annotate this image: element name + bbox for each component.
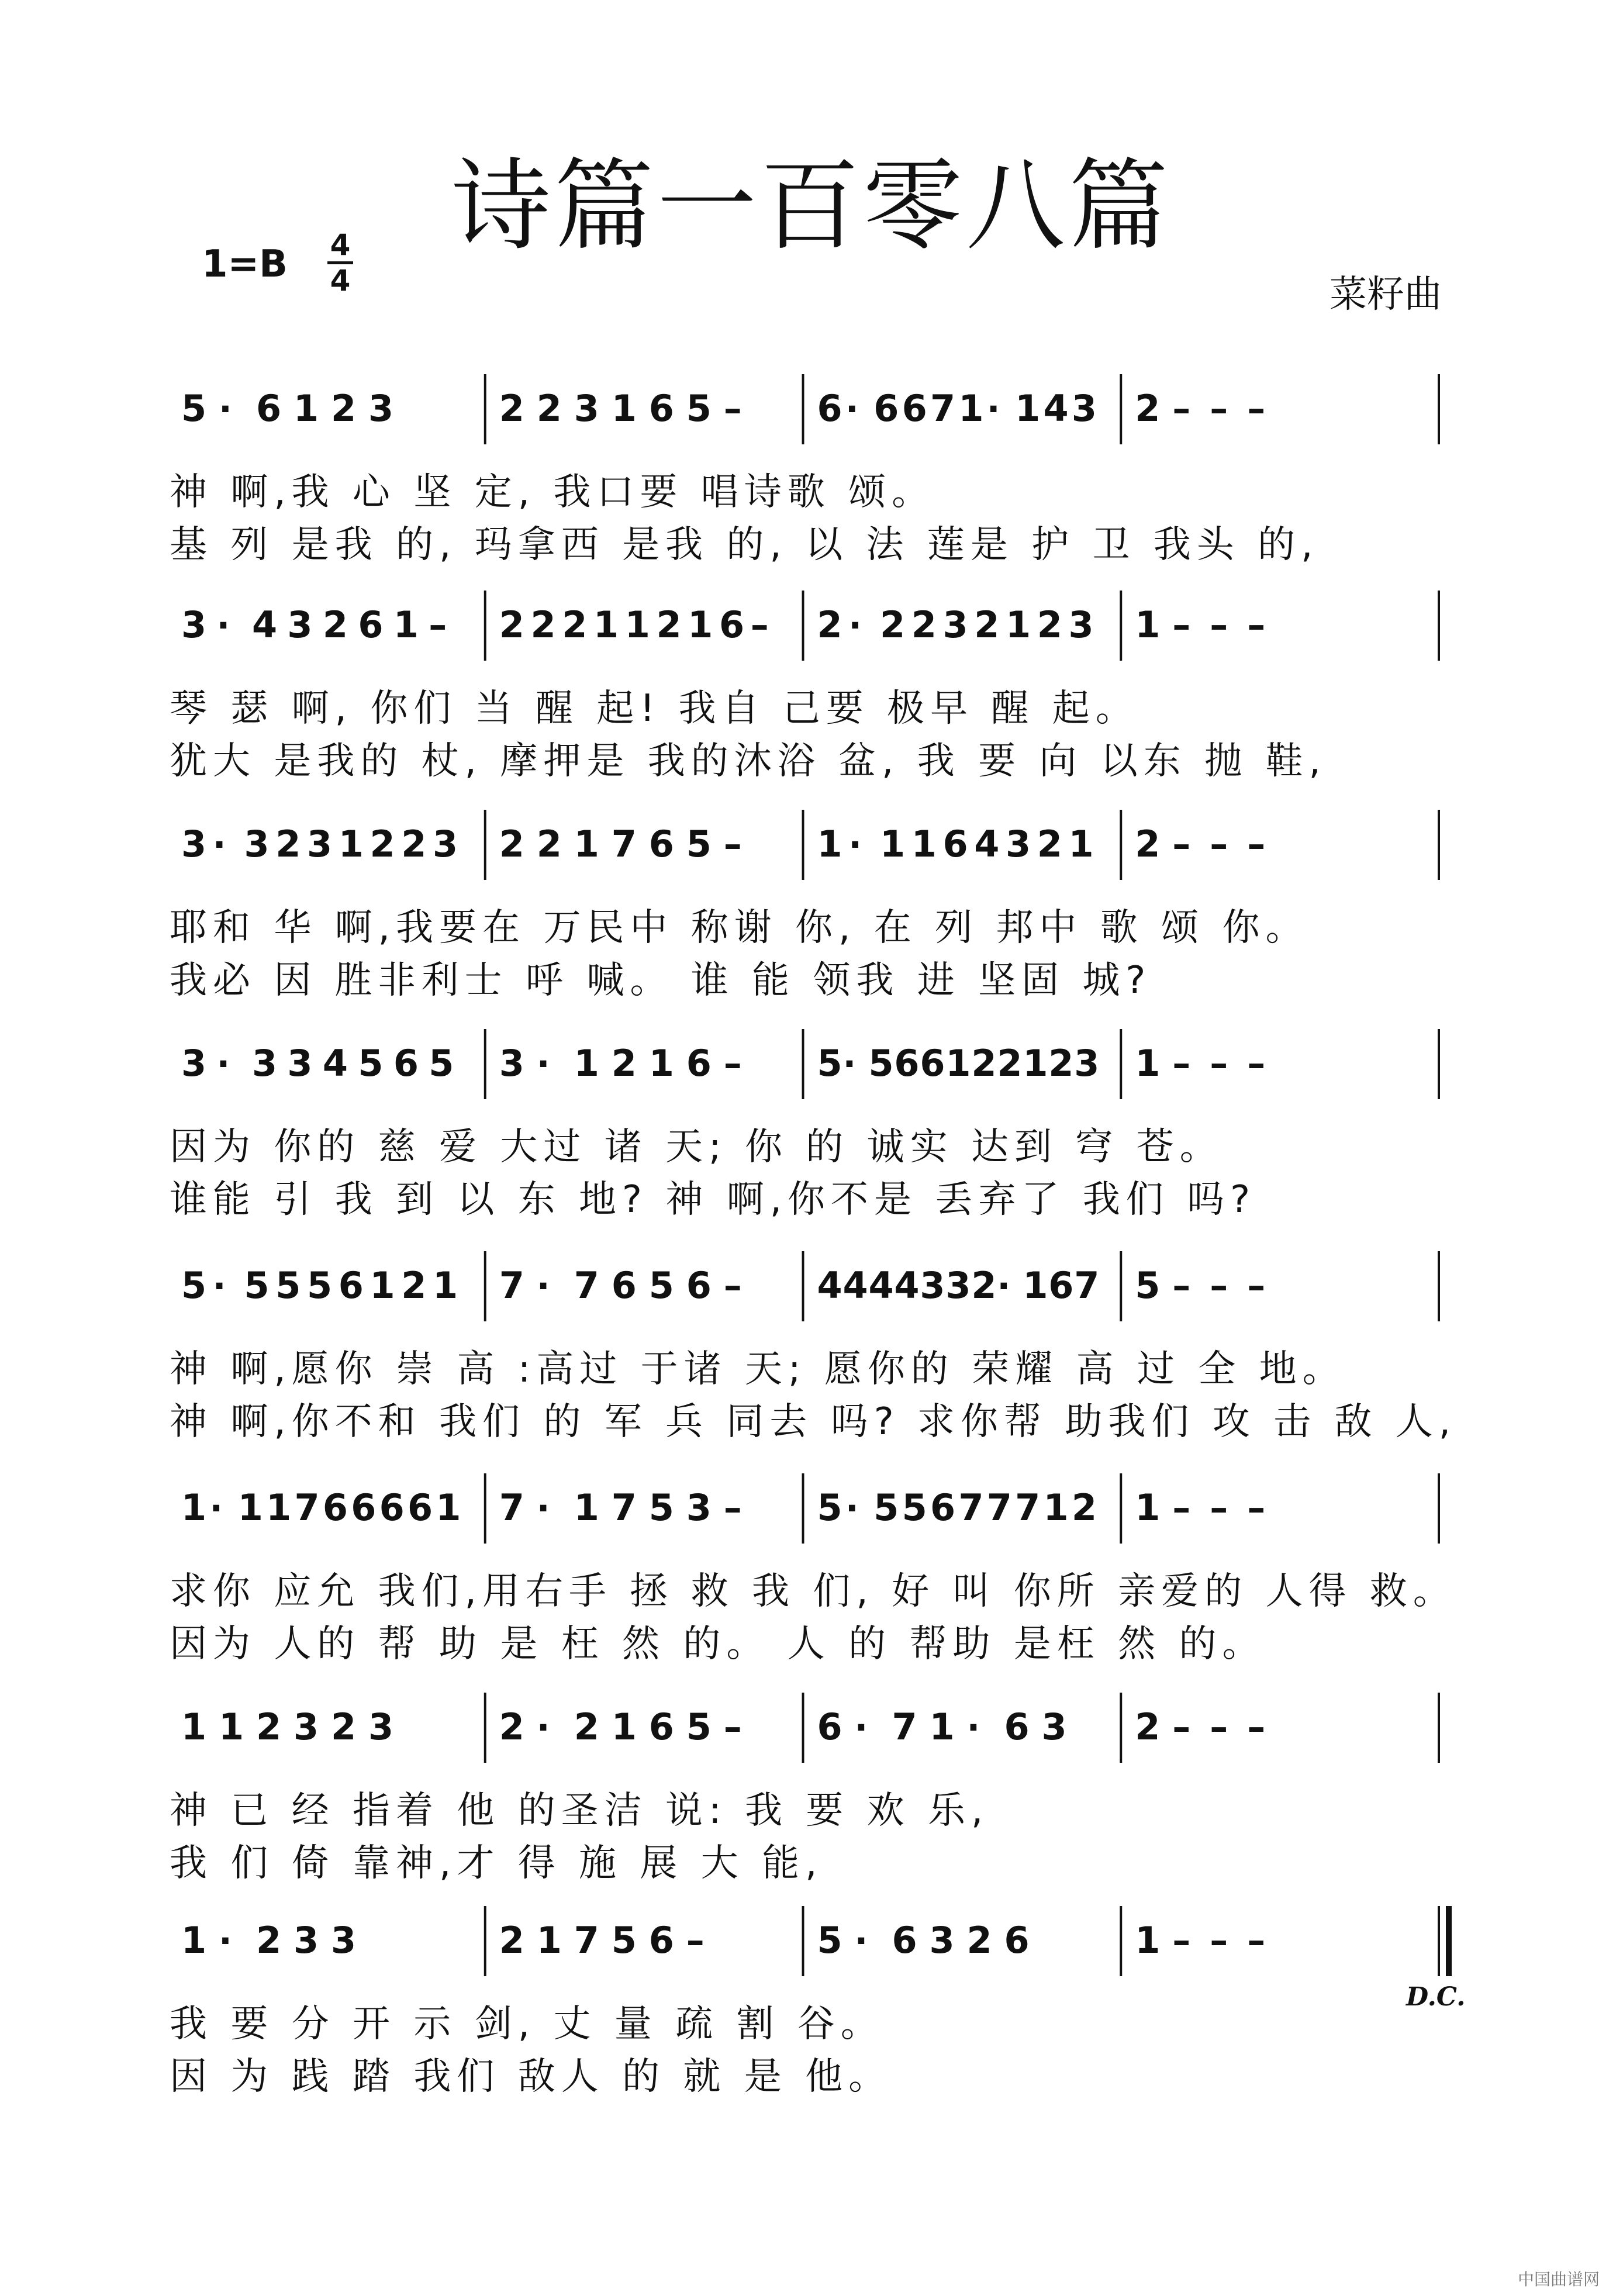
dash-mark: – — [1210, 1042, 1228, 1085]
note: 3 — [251, 1042, 278, 1085]
note: 3 — [499, 1042, 524, 1085]
note: 1 — [574, 823, 599, 865]
note: 7 — [574, 1919, 599, 1962]
note: 7 — [574, 1264, 599, 1307]
note: 5 — [181, 1264, 207, 1307]
note: 6 — [817, 1705, 842, 1748]
note: 3 — [929, 1919, 955, 1962]
notation-line — [0, 1006, 1623, 1111]
lyric-verse-1: 神 啊,我 心 坚 定, 我口要 唱诗歌 颂。 — [170, 471, 935, 514]
lyric-verse-1: 求你 应允 我们,用右手 拯 救 我 们, 好 叫 你所 亲爱的 人得 救。 — [170, 1570, 1456, 1613]
note: 2 — [370, 823, 395, 865]
note: 4 — [974, 823, 1000, 865]
note: 2 — [499, 603, 524, 646]
note: 6 — [686, 1042, 712, 1085]
note: 3 — [181, 1042, 207, 1085]
note: 7 — [499, 1264, 524, 1307]
dash-mark: – — [1210, 823, 1228, 865]
note: 1 — [611, 1705, 637, 1748]
dot-mark: · — [216, 605, 230, 646]
note: 1 — [574, 1486, 599, 1529]
note: 1 — [1135, 603, 1161, 646]
note: 6 — [611, 1264, 637, 1307]
dash-mark: – — [723, 1486, 742, 1529]
time-signature-top: 4 — [330, 228, 351, 262]
dash-mark: – — [750, 603, 769, 646]
dash-mark: – — [1172, 1919, 1191, 1962]
note: 5 — [817, 1919, 842, 1962]
dot-mark: · — [848, 824, 862, 865]
note: 2 — [974, 603, 1000, 646]
note: 6 — [942, 823, 968, 865]
dash-mark: – — [429, 603, 447, 646]
dot-mark: · — [997, 1266, 1011, 1307]
note: 2 — [880, 603, 906, 646]
note: 6 — [379, 1486, 405, 1529]
note: 1 — [293, 387, 319, 430]
dot-mark: · — [536, 1044, 550, 1085]
note: 1 — [1068, 823, 1094, 865]
note: 3 — [181, 823, 207, 865]
note: 1 — [945, 1042, 971, 1085]
note: 6 — [351, 1486, 377, 1529]
note: 2 — [971, 1042, 997, 1085]
note: 3 — [181, 603, 207, 646]
note: 5 — [902, 1486, 927, 1529]
dash-mark: – — [1247, 1042, 1266, 1085]
dash-mark: – — [723, 1042, 742, 1085]
note: 5 — [873, 1486, 899, 1529]
lyric-verse-2: 基 列 是我 的, 玛拿西 是我 的, 以 法 莲是 护 卫 我头 的, — [170, 523, 1319, 567]
lyric-verse-2: 因 为 践 踏 我们 敌人 的 就 是 他。 — [170, 2055, 892, 2098]
note: 3 — [368, 1705, 394, 1748]
note: 5 — [686, 1705, 712, 1748]
dash-mark: – — [1210, 603, 1228, 646]
lyric-verse-2: 犹大 是我的 杖, 摩押是 我的沐浴 盆, 我 要 向 以东 抛 鞋, — [170, 740, 1327, 783]
note: 2 — [1037, 603, 1062, 646]
note: 2 — [536, 823, 562, 865]
note: 1 — [911, 823, 937, 865]
note: 2 — [817, 603, 842, 646]
note: 1 — [880, 823, 906, 865]
note: 5 — [648, 1264, 674, 1307]
lyric-verse-1: 琴 瑟 啊, 你们 当 醒 起! 我自 己要 极早 醒 起。 — [170, 687, 1139, 730]
note: 3 — [307, 823, 333, 865]
note: 7 — [611, 1486, 637, 1529]
note: 4 — [842, 1264, 868, 1307]
dot-mark: · — [986, 389, 1000, 430]
note: 2 — [997, 1042, 1023, 1085]
note: 7 — [294, 1486, 320, 1529]
note: 3 — [945, 1264, 971, 1307]
note: 6 — [322, 1486, 348, 1529]
note: 6 — [920, 1042, 945, 1085]
time-signature-bottom: 4 — [330, 264, 351, 298]
note: 2 — [971, 1264, 997, 1307]
dash-mark: – — [1172, 1486, 1191, 1529]
note: 6 — [408, 1486, 433, 1529]
note: 3 — [1006, 823, 1031, 865]
dash-mark: – — [1172, 1264, 1191, 1307]
dot-mark: · — [536, 1266, 550, 1307]
note: 7 — [1015, 1486, 1041, 1529]
note: 4 — [322, 1042, 348, 1085]
dash-mark: – — [1172, 387, 1191, 430]
dot-mark: · — [966, 1707, 980, 1748]
note: 1 — [648, 1042, 674, 1085]
notation-line — [0, 786, 1623, 892]
note: 7 — [499, 1486, 524, 1529]
note: 7 — [986, 1486, 1012, 1529]
dash-mark: – — [1247, 387, 1266, 430]
dash-mark: – — [1172, 1705, 1191, 1748]
note: 3 — [686, 1486, 712, 1529]
dot-mark: · — [219, 389, 232, 430]
note: 2 — [256, 1919, 282, 1962]
note: 5 — [307, 1264, 333, 1307]
dot-mark: · — [216, 1044, 230, 1085]
note: 1 — [393, 603, 419, 646]
note: 5 — [611, 1919, 637, 1962]
dash-mark: – — [1210, 1264, 1228, 1307]
note: 6 — [338, 1264, 364, 1307]
note: 6 — [1004, 1919, 1030, 1962]
dash-mark: – — [723, 1705, 742, 1748]
note: 6 — [648, 1705, 674, 1748]
note: 3 — [1041, 1705, 1067, 1748]
note: 3 — [244, 823, 270, 865]
note: 1 — [433, 1264, 458, 1307]
dash-mark: – — [1210, 387, 1228, 430]
note: 6 — [393, 1042, 419, 1085]
note: 1 — [929, 1705, 955, 1748]
note: 1 — [1023, 1042, 1048, 1085]
note: 5 — [648, 1486, 674, 1529]
note: 1 — [181, 1486, 207, 1529]
note: 2 — [1048, 1042, 1074, 1085]
note: 4 — [868, 1264, 894, 1307]
note: 1 — [338, 823, 364, 865]
note: 3 — [368, 387, 394, 430]
note: 2 — [1037, 823, 1062, 865]
note: 1 — [611, 387, 637, 430]
dot-mark: · — [212, 824, 226, 865]
note: 1 — [624, 603, 650, 646]
note: 5 — [1135, 1264, 1161, 1307]
note: 2 — [499, 1705, 524, 1748]
note: 6 — [256, 387, 282, 430]
note: 5 — [429, 1042, 454, 1085]
note: 1 — [436, 1486, 461, 1529]
note: 3 — [574, 387, 599, 430]
lyric-verse-1: 神 已 经 指着 他 的圣洁 说: 我 要 欢 乐, — [170, 1789, 989, 1832]
note: 3 — [433, 823, 458, 865]
note: 1 — [219, 1705, 244, 1748]
lyric-verse-2: 因为 人的 帮 助 是 枉 然 的。 人 的 帮助 是枉 然 的。 — [170, 1622, 1266, 1666]
dash-mark: – — [1172, 1042, 1191, 1085]
dash-mark: – — [1247, 1705, 1266, 1748]
note: 4 — [1043, 387, 1069, 430]
note: 2 — [499, 387, 524, 430]
dot-mark: · — [842, 1044, 857, 1085]
page-title: 诗篇一百零八篇 — [451, 149, 1172, 264]
note: 2 — [574, 1705, 599, 1748]
dash-mark: – — [1247, 823, 1266, 865]
note: 4 — [894, 1264, 920, 1307]
dash-mark: – — [1247, 1919, 1266, 1962]
dash-mark: – — [1172, 603, 1191, 646]
note: 1 — [1135, 1486, 1161, 1529]
dash-mark: – — [1172, 823, 1191, 865]
note: 1 — [266, 1486, 292, 1529]
note: 6 — [358, 603, 384, 646]
note: 2 — [331, 387, 357, 430]
dot-mark: · — [219, 1921, 232, 1962]
note: 3 — [1068, 603, 1094, 646]
note: 6 — [686, 1264, 712, 1307]
lyric-verse-1: 因为 你的 慈 爱 大过 诸 天; 你 的 诚实 达到 穹 苍。 — [170, 1125, 1223, 1169]
dot-mark: · — [845, 1488, 859, 1529]
note: 6 — [894, 1042, 920, 1085]
note: 6 — [930, 1486, 956, 1529]
note: 1 — [536, 1919, 562, 1962]
notation-svg — [0, 1669, 1623, 1774]
dot-mark: · — [209, 1488, 223, 1529]
note: 2 — [256, 1705, 282, 1748]
note: 5 — [868, 1042, 894, 1085]
note: 5 — [275, 1264, 301, 1307]
note: 6 — [817, 387, 842, 430]
note: 2 — [1135, 823, 1161, 865]
lyric-verse-1: 我 要 分 开 示 剑, 丈 量 疏 割 谷。 — [170, 2002, 884, 2046]
note: 1 — [817, 823, 842, 865]
time-signature — [327, 230, 353, 296]
note: 1 — [593, 603, 619, 646]
note: 6 — [873, 387, 899, 430]
note: 2 — [1135, 1705, 1161, 1748]
notation-svg — [0, 786, 1623, 892]
note: 1 — [181, 1705, 207, 1748]
dash-mark: – — [1210, 1919, 1228, 1962]
dash-mark: – — [723, 1264, 742, 1307]
dot-mark: · — [536, 1707, 550, 1748]
note: 5 — [358, 1042, 384, 1085]
note: 1 — [1006, 603, 1031, 646]
note: 5 — [686, 387, 712, 430]
note: 3 — [331, 1919, 357, 1962]
note: 3 — [942, 603, 968, 646]
note: 2 — [656, 603, 682, 646]
dash-mark: – — [1210, 1705, 1228, 1748]
note: 7 — [611, 823, 637, 865]
note: 3 — [293, 1919, 319, 1962]
note: 3 — [920, 1264, 945, 1307]
dash-mark: – — [723, 823, 742, 865]
note: 5 — [817, 1042, 842, 1085]
note: 1 — [958, 387, 984, 430]
note: 1 — [1135, 1042, 1161, 1085]
note: 1 — [370, 1264, 395, 1307]
notation-svg — [0, 1883, 1623, 1988]
dash-mark: – — [723, 387, 742, 430]
note: 6 — [892, 1919, 917, 1962]
key-signature: 1=B — [202, 243, 288, 286]
note: 7 — [958, 1486, 984, 1529]
note: 5 — [817, 1486, 842, 1529]
note: 2 — [562, 603, 588, 646]
note: 4 — [817, 1264, 842, 1307]
dot-mark: · — [212, 1266, 226, 1307]
notation-svg — [0, 1450, 1623, 1555]
note: 2 — [401, 823, 427, 865]
dash-mark: – — [1247, 603, 1266, 646]
dash-mark: – — [1210, 1486, 1228, 1529]
notation-svg — [0, 567, 1623, 672]
note: 2 — [322, 603, 348, 646]
notation-line — [0, 1450, 1623, 1555]
notation-line — [0, 567, 1623, 672]
note: 2 — [1071, 1486, 1097, 1529]
note: 3 — [287, 1042, 313, 1085]
dash-mark: – — [1247, 1486, 1266, 1529]
note: 2 — [499, 1919, 524, 1962]
notation-line — [0, 1883, 1623, 1988]
note: 2 — [499, 823, 524, 865]
note: 2 — [911, 603, 937, 646]
notation-line — [0, 351, 1623, 456]
lyric-verse-1: 神 啊,愿你 崇 高 :高过 于诸 天; 愿你的 荣耀 高 过 全 地。 — [170, 1348, 1346, 1391]
note: 1 — [237, 1486, 263, 1529]
note: 6 — [719, 603, 745, 646]
composer: 菜籽曲 — [1330, 273, 1442, 316]
dash-mark: – — [686, 1919, 705, 1962]
note: 2 — [966, 1919, 992, 1962]
note: 7 — [892, 1705, 917, 1748]
note: 6 — [648, 387, 674, 430]
note: 6 — [648, 1919, 674, 1962]
note: 5 — [686, 823, 712, 865]
da-capo-mark: D.C. — [1406, 1982, 1466, 2012]
note: 1 — [1043, 1486, 1069, 1529]
note: 6 — [648, 823, 674, 865]
note: 1 — [688, 603, 713, 646]
notation-svg — [0, 1228, 1623, 1333]
note: 1 — [574, 1042, 599, 1085]
note: 5 — [181, 387, 207, 430]
lyric-verse-2: 神 啊,你不和 我们 的 军 兵 同去 吗? 求你帮 助我们 攻 击 敌 人, — [170, 1400, 1457, 1444]
note: 2 — [401, 1264, 427, 1307]
note: 6 — [902, 387, 927, 430]
note: 7 — [930, 387, 956, 430]
note: 6 — [1004, 1705, 1030, 1748]
dot-mark: · — [848, 605, 862, 646]
note: 4 — [251, 603, 278, 646]
dot-mark: · — [854, 1707, 868, 1748]
note: 2 — [530, 603, 556, 646]
note: 1 — [1135, 1919, 1161, 1962]
notation-svg — [0, 351, 1623, 456]
note: 3 — [1071, 387, 1097, 430]
note: 3 — [287, 603, 313, 646]
note: 1 — [181, 1919, 207, 1962]
note: 2 — [275, 823, 301, 865]
dot-mark: · — [536, 1488, 550, 1529]
watermark-logo: 中国曲谱网 — [1517, 2270, 1600, 2289]
note: 3 — [293, 1705, 319, 1748]
note: 7 — [1074, 1264, 1100, 1307]
note: 2 — [331, 1705, 357, 1748]
notation-line — [0, 1228, 1623, 1333]
lyric-verse-1: 耶和 华 啊,我要在 万民中 称谢 你, 在 列 邦中 歌 颂 你。 — [170, 906, 1309, 950]
lyric-verse-2: 我必 因 胜非利士 呼 喊。 谁 能 领我 进 坚固 城? — [170, 959, 1152, 1002]
dot-mark: · — [854, 1921, 868, 1962]
lyric-verse-2: 谁能 引 我 到 以 东 地? 神 啊,你不是 丢弃了 我们 吗? — [170, 1178, 1256, 1221]
final-barline — [1446, 1906, 1452, 1976]
note: 1 — [1015, 387, 1041, 430]
note: 2 — [1135, 387, 1161, 430]
dot-mark: · — [845, 389, 859, 430]
note: 1 — [1023, 1264, 1048, 1307]
note: 6 — [1048, 1264, 1074, 1307]
note: 3 — [1074, 1042, 1100, 1085]
note: 2 — [611, 1042, 637, 1085]
dash-mark: – — [1247, 1264, 1266, 1307]
notation-svg — [0, 1006, 1623, 1111]
notation-line — [0, 1669, 1623, 1774]
note: 5 — [244, 1264, 270, 1307]
note: 2 — [536, 387, 562, 430]
lyric-verse-2: 我 们 倚 靠神,才 得 施 展 大 能, — [170, 1842, 823, 1885]
